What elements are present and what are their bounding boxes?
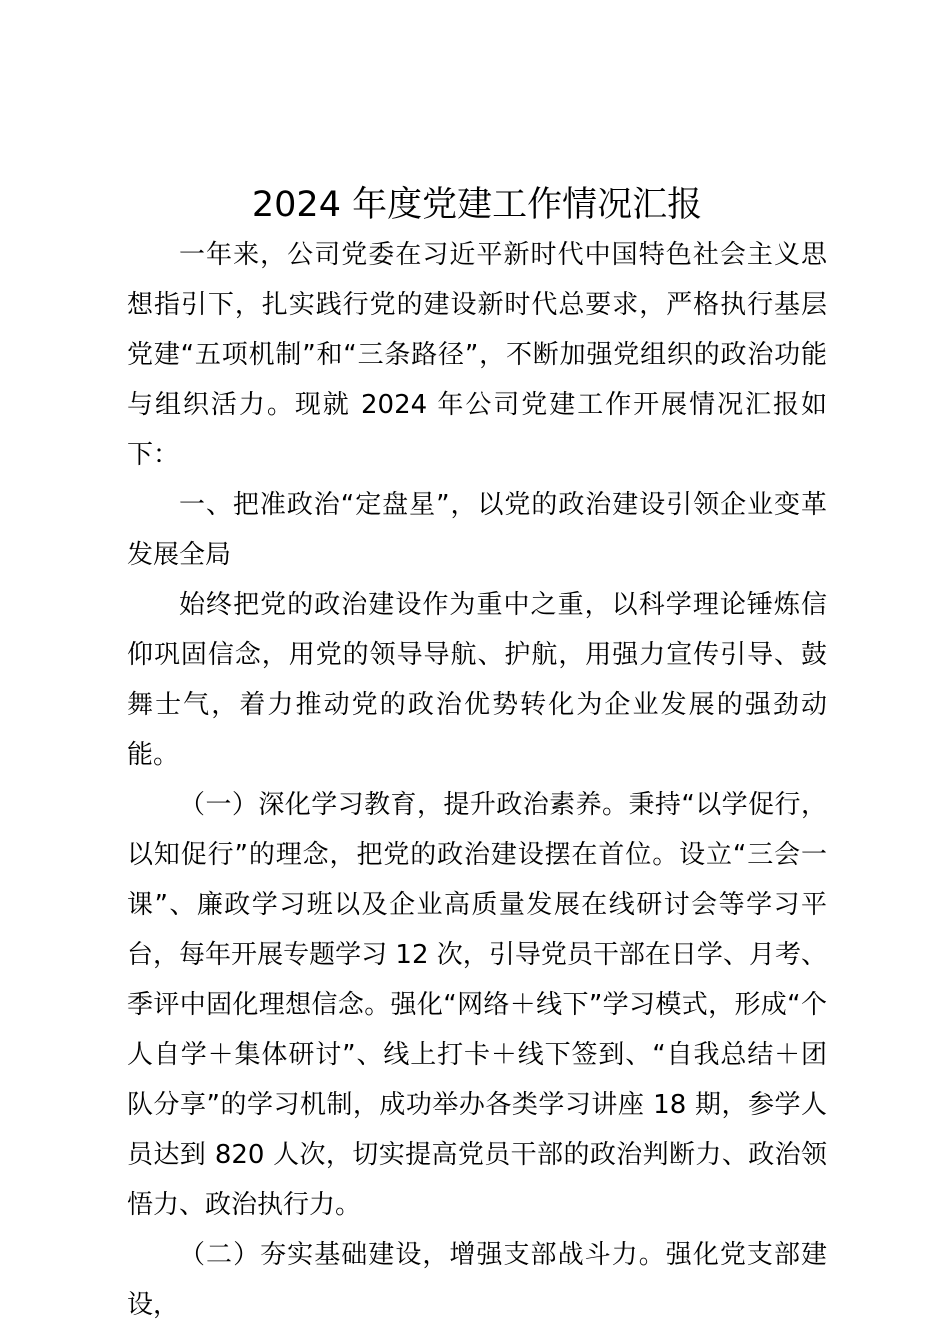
section-1-paragraph: 始终把党的政治建设作为重中之重，以科学理论锤炼信仰巩固信念，用党的领导导航、护航，用强力宣传引导、鼓舞士气，着力推动党的政治优势转化为企业发展的强劲动能。: [127, 590, 827, 770]
intro-paragraph: 一年来，公司党委在习近平新时代中国特色社会主义思想指引下，扎实践行党的建设新时代总要求，严格执行基层党建“五项机制”和“三条路径”，不断加强党组织的政治功能与组织活力。现就 2024 年公司党建工作开展情况汇报如下：: [127, 240, 827, 470]
document-body: [127, 180, 827, 1330]
document-title: 2024 年度党建工作情况汇报: [251, 185, 703, 225]
subsection-1-paragraph: （一）深化学习教育，提升政治素养。秉持“以学促行，以知促行”的理念，把党的政治建设摆在首位。设立“三会一课”、廉政学习班以及企业高质量发展在线研讨会等学习平台，每年开展专题学习 12 次，引导党员干部在日学、月考、季评中固化理想信念。强化“网络＋线下”学习模式，形成“个人自学＋集体研讨”、线上打卡＋线下签到、“自我总结＋团队分享”的学习机制，成功举办各类学习讲座 18 期，参学人员达到 820 人次，切实提高党员干部的政治判断力、政治领悟力、政治执行力。: [127, 790, 827, 1220]
section-heading-1: 一、把准政治“定盘星”，以党的政治建设引领企业变革发展全局: [127, 490, 827, 570]
subsection-2-paragraph: （二）夯实基础建设，增强支部战斗力。强化党支部建设，: [127, 1240, 827, 1320]
